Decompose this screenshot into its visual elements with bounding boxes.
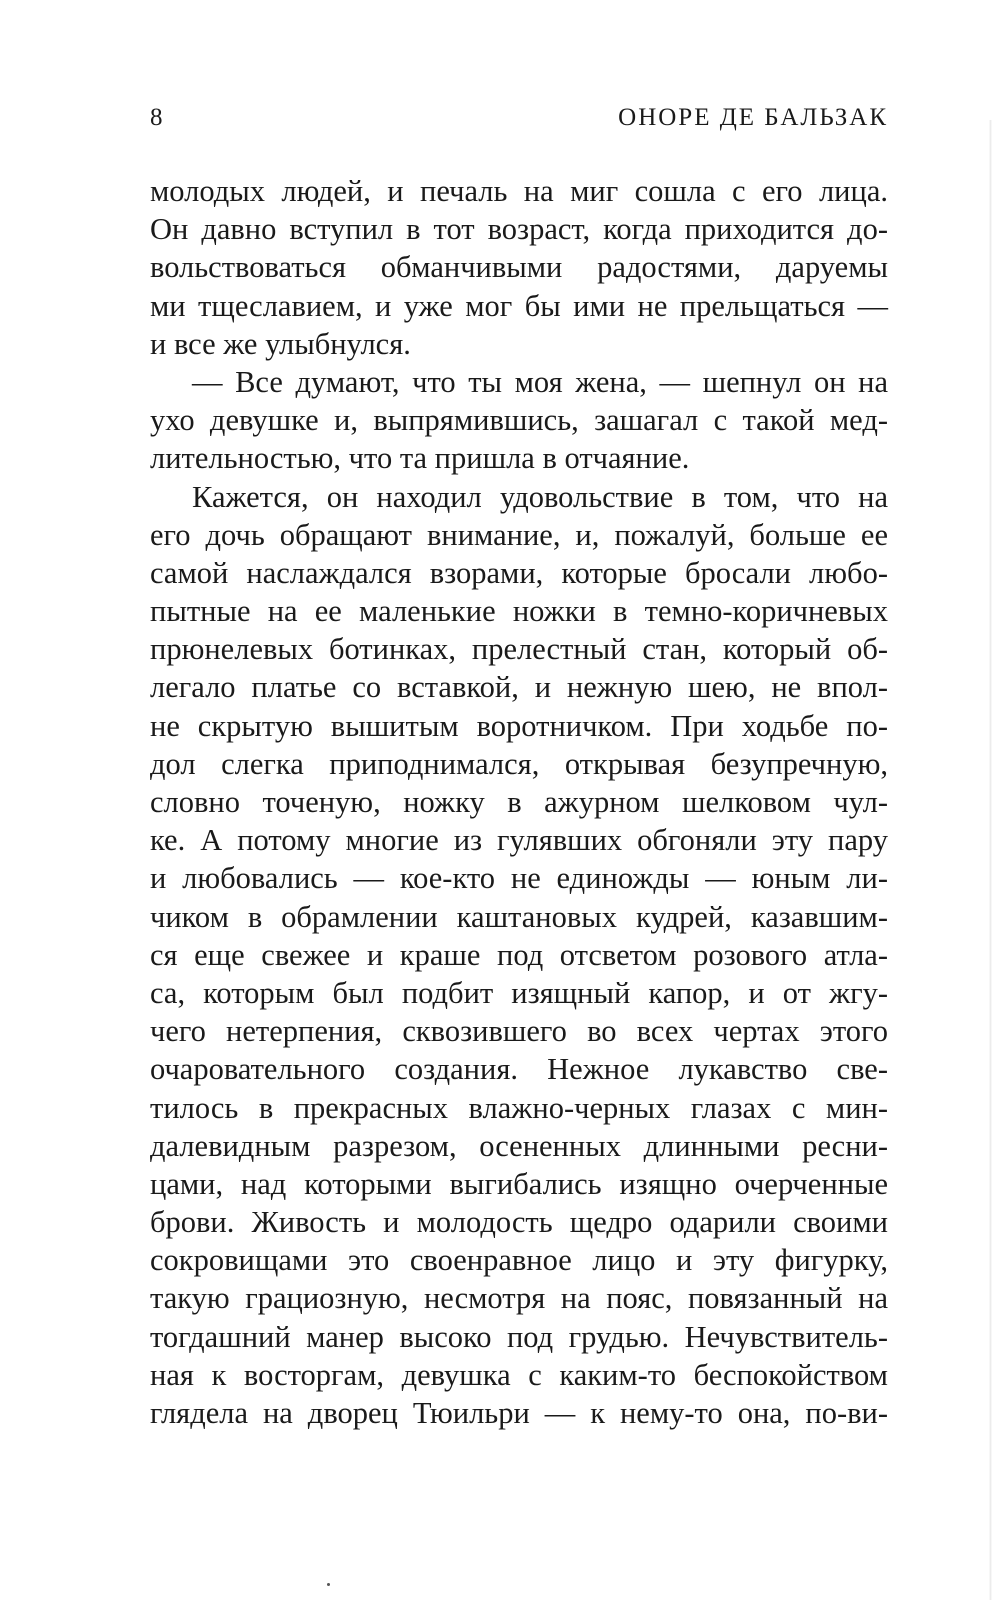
text-line: цами, над которыми выгибались изящно очерченные — [150, 1166, 888, 1201]
text-line: и все же улыбнулся. — [150, 326, 411, 361]
text-line: ся еще свежее и краше под отсветом розового атла- — [150, 937, 888, 972]
text-line: сокровищами это своенравное лицо и эту фигурку, — [150, 1243, 888, 1278]
text-line: са, которым был подбит изящный капор, и от жгу- — [150, 975, 888, 1010]
text-line: далевидным разрезом, осененных длинными ресни- — [150, 1128, 888, 1163]
running-head — [150, 104, 888, 138]
running-head-author: ОНОРЕ ДЕ БАЛЬЗАК — [618, 104, 888, 131]
text-line: дол слегка приподнимался, открывая безупречную, — [150, 746, 888, 781]
page-number: 8 — [150, 104, 164, 131]
text-line: Кажется, он находил удовольствие в том, что на — [192, 479, 888, 514]
text-line: пытные на ее маленькие ножки в темно-коричневых — [150, 594, 888, 629]
text-line: глядела на дворец Тюильри — к нему-то она, по-ви- — [150, 1396, 888, 1430]
text-line: вольствоваться обманчивыми радостями, даруемы — [150, 250, 888, 285]
text-line: чиком в обрамлении каштановых кудрей, казавшим- — [150, 899, 888, 934]
print-speck — [327, 1583, 330, 1586]
text-line: молодых людей, и печаль на миг сошла с его лица. — [150, 174, 888, 208]
text-line: прюнелевых ботинках, прелестный стан, который об- — [150, 632, 888, 667]
text-line: не скрытую вышитым воротничком. При ходьбе по- — [150, 708, 888, 743]
text-line: очаровательного создания. Нежное лукавство све- — [150, 1052, 888, 1087]
text-line: его дочь обращают внимание, и, пожалуй, больше ее — [150, 517, 888, 552]
text-line: тогдашний манер высоко под грудью. Нечувствитель- — [150, 1319, 888, 1354]
text-line: ке. А потому многие из гулявших обгоняли эту пару — [150, 823, 888, 858]
text-line: чего нетерпения, сквозившего во всех чертах этого — [150, 1014, 888, 1049]
text-line: и любовались — кое-кто не единожды — юным ли- — [150, 861, 888, 896]
text-line: словно точеную, ножку в ажурном шелковом чул- — [150, 785, 888, 819]
text-line: легало платье со вставкой, и нежную шею, не впол- — [150, 670, 888, 705]
text-line: Он давно вступил в тот возраст, когда приходится до- — [150, 212, 888, 247]
text-line: брови. Живость и молодость щедро одарили своими — [150, 1205, 888, 1240]
text-line: самой наслаждался взорами, которые бросали любо- — [150, 555, 888, 590]
text-line: ми тщеславием, и уже мог бы ими не прельщаться — — [150, 288, 888, 323]
text-line: — Все думают, что ты моя жена, — шепнул он на — [192, 364, 888, 399]
body-text — [150, 172, 888, 1432]
text-line: такую грациозную, несмотря на пояс, повязанный на — [150, 1281, 888, 1316]
text-line: ная к восторгам, девушка с каким-то беспокойством — [150, 1357, 888, 1392]
text-line: ухо девушке и, выпрямившись, зашагал с такой мед- — [150, 403, 888, 438]
page-edge-shadow — [989, 120, 992, 1600]
text-line: лительностью, что та пришла в отчаяние. — [150, 441, 690, 476]
text-line: тилось в прекрасных влажно-черных глазах с мин- — [150, 1090, 888, 1125]
